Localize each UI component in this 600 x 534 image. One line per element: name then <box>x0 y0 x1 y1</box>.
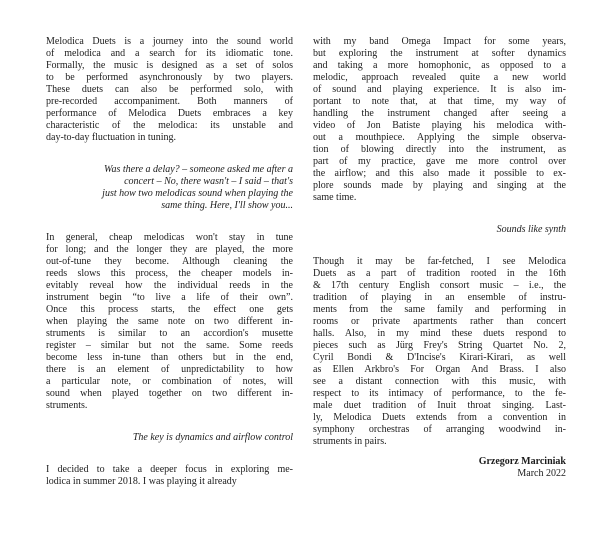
text-line: symphony orchestras of arranging woodwind in- <box>313 424 566 435</box>
text-line: Once this process starts, the effect one gets <box>46 304 293 315</box>
text-line: sound when played together on two different in- <box>46 388 293 399</box>
text-line: ments from the same family and performing in <box>313 304 566 315</box>
text-line: register – similar but not the same. Some reeds <box>46 340 293 351</box>
text-line: just how two melodicas sound when playing the <box>102 188 293 199</box>
text-line: performance of Melodica Duets embraces a key <box>46 108 293 119</box>
text-line: but exploring the instrument at softer dynamics <box>313 48 566 59</box>
text-line: tradition of playing in an ensemble of instru- <box>313 292 566 303</box>
text-line: struments is similar to an accordion's musette <box>46 328 293 339</box>
author-name <box>313 456 566 468</box>
text-line: struments. <box>46 400 88 411</box>
text-line: a particular note, or combination of notes, will <box>46 376 293 387</box>
text-line: Grzegorz Marciniak <box>478 456 566 467</box>
text-line: as Ellen Arkbro's For Organ And Brass. I also <box>313 364 566 375</box>
text-line: ly, Melodica Duets extends from a convention in <box>313 412 566 423</box>
text-line: concert – No, there wasn't – I said – that's <box>124 176 293 187</box>
text-line: The key is dynamics and airflow control <box>132 432 293 443</box>
paragraph-intro <box>46 36 293 144</box>
text-line: same time. <box>313 192 357 203</box>
text-line: characteristic of the melodica: its unstable and <box>46 120 293 131</box>
text-line: when playing the same note on two different in- <box>46 316 293 327</box>
text-line: pieces such as Jürg Frey's String Quartet No. 2, <box>313 340 566 351</box>
text-line: the airflow; and this also made it possible to ex- <box>313 168 566 179</box>
text-line: with my band Omega Impact for some years, <box>313 36 566 47</box>
left-text-column <box>46 36 293 488</box>
text-line: instrument begin “to live a life of their own”. <box>46 292 293 303</box>
text-line: I decided to take a deeper focus in exploring me- <box>46 464 293 475</box>
text-line: pre-recorded accompaniment. Both manners of <box>46 96 293 107</box>
text-line: struments in pairs. <box>313 436 387 447</box>
text-line: male duet tradition of Inuit throat singing. Last- <box>313 400 566 411</box>
paragraph-tuning <box>46 232 293 412</box>
text-line: of melodica and a search for its idiomatic tone. <box>46 48 293 59</box>
text-line: tion of blowing directly into the instrument, as <box>313 144 566 155</box>
text-line: same thing. Here, I'll show you... <box>161 200 293 211</box>
text-line: halls. Also, in my mind these duets respond to <box>313 328 566 339</box>
section-heading-dynamics <box>46 432 293 444</box>
text-line: These duets can also be performed solo, with <box>46 84 293 95</box>
text-line: out a mouthpiece. Applying the simple observa- <box>313 132 566 143</box>
text-line: plore sounds made by playing and singing at the <box>313 180 566 191</box>
text-line: reeds slows this process, the cheaper models in- <box>46 268 293 279</box>
pull-quote <box>46 164 293 212</box>
text-line: Formally, the music is designed as a set of solos <box>46 60 293 71</box>
text-line: and taking a more homophonic, as opposed to a <box>313 60 566 71</box>
text-line: to be performed asynchronously by two players. <box>46 72 293 83</box>
text-line: there is an element of unpredictability to how <box>46 364 293 375</box>
text-line: respect to its intimacy of performance, to the fe- <box>313 388 566 399</box>
text-line: portant to note that, at that time, my way of <box>313 96 566 107</box>
text-line: Melodica Duets is a journey into the sound world <box>46 36 293 47</box>
text-line: become less in-tune than others but in the end, <box>46 352 293 363</box>
text-line: Was there a delay? – someone asked me after a <box>104 164 293 175</box>
text-line: Though it may be far-fetched, I see Melodica <box>313 256 566 267</box>
text-line: out-of-tune they become. Although cleaning the <box>46 256 293 267</box>
section-heading-synth <box>313 224 566 236</box>
text-line: day-to-day fluctuation in tuning. <box>46 132 176 143</box>
right-text-column <box>313 36 566 480</box>
text-line: Sounds like synth <box>496 224 566 235</box>
text-line: evitably reveal how the individual reeds in the <box>46 280 293 291</box>
paragraph-omega-impact <box>313 36 566 204</box>
paragraph-tradition <box>313 256 566 448</box>
text-line: March 2022 <box>517 468 566 479</box>
text-line: Duets as a part of tradition rooted in the 16th <box>313 268 566 279</box>
text-line: melodic, approach revealed quite a new world <box>313 72 566 83</box>
text-line: In general, cheap melodicas won't stay in tune <box>46 232 293 243</box>
text-line: Cyril Bondi & D'Incise's Kirari-Kirari, as well <box>313 352 566 363</box>
text-line: & 17th century English consort music – i.e., the <box>313 280 566 291</box>
text-line: video of Jon Batiste playing his melodica with- <box>313 120 566 131</box>
text-line: of sound and playing experience. It is also im- <box>313 84 566 95</box>
text-line: rooms or private apartments rather than concert <box>313 316 566 327</box>
text-line: handling the instrument changed after seeing a <box>313 108 566 119</box>
text-line: lodica in summer 2018. I was playing it already <box>46 476 237 487</box>
text-line: see a distant connection with this music, with <box>313 376 566 387</box>
signature-date <box>313 468 566 480</box>
paragraph-deeper-focus <box>46 464 293 488</box>
text-line: for long; and the longer they are played, the more <box>46 244 293 255</box>
text-line: part of my practice, gave me more control over <box>313 156 566 167</box>
